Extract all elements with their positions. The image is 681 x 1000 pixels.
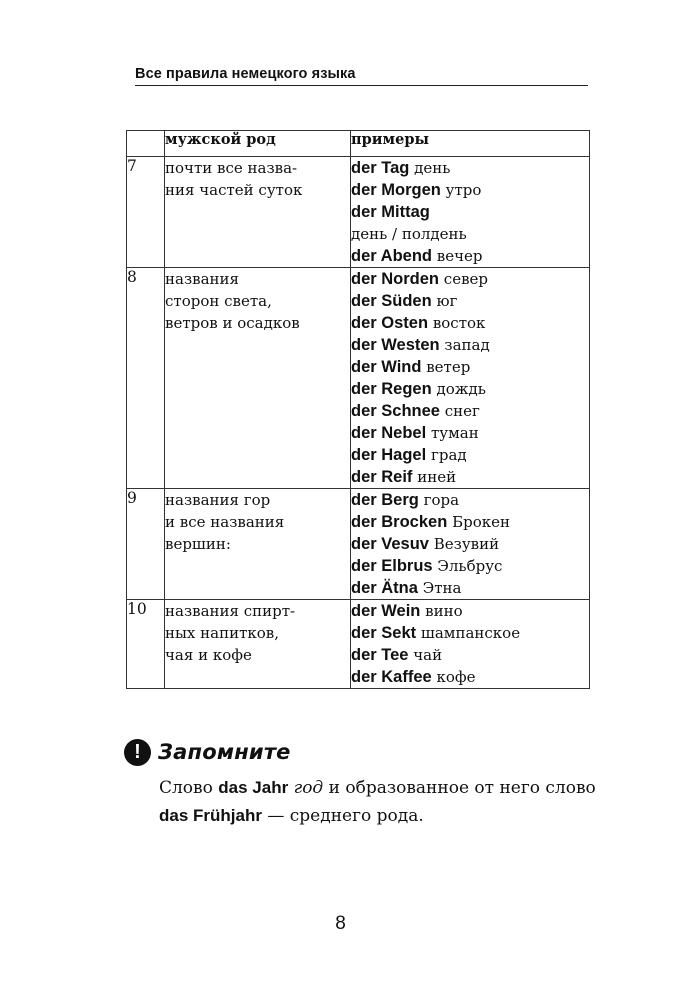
translation: юг <box>436 292 458 310</box>
example-line <box>351 157 589 179</box>
german-word: der Süden <box>351 292 432 310</box>
rule-category <box>165 157 351 268</box>
table-row <box>127 157 590 268</box>
rule-category <box>165 268 351 489</box>
translation: север <box>443 270 488 288</box>
example-line <box>351 245 589 267</box>
german-word: der Nebel <box>351 424 427 442</box>
table-row <box>127 489 590 600</box>
example-line <box>351 644 589 666</box>
remember-heading <box>124 736 604 768</box>
translation: день / полдень <box>351 225 467 243</box>
german-word: der Elbrus <box>351 557 433 575</box>
example-line <box>351 378 589 400</box>
category-line: названия <box>165 270 239 288</box>
header-number <box>127 131 165 157</box>
example-line <box>351 223 589 245</box>
table-row <box>127 600 590 689</box>
translation: день <box>414 159 451 177</box>
german-word: der Reif <box>351 468 413 486</box>
german-word: der Tee <box>351 646 409 664</box>
example-line <box>351 356 589 378</box>
remember-text-part: и образованное от него слово <box>323 778 596 798</box>
german-word: der Norden <box>351 270 440 288</box>
german-word: das Frühjahr <box>159 806 262 825</box>
rule-examples <box>351 157 590 268</box>
rule-number: 9 <box>127 489 165 600</box>
example-line <box>351 334 589 356</box>
example-line <box>351 555 589 577</box>
german-word: der Berg <box>351 491 419 509</box>
translation: гора <box>423 491 460 509</box>
german-word: der Brocken <box>351 513 448 531</box>
example-line <box>351 466 589 488</box>
german-word: der Wind <box>351 358 422 376</box>
rule-examples <box>351 489 590 600</box>
remember-text <box>159 774 604 830</box>
german-word: der Tag <box>351 159 410 177</box>
translation: дождь <box>436 380 486 398</box>
translation: Эльбрус <box>437 557 503 575</box>
example-line <box>351 179 589 201</box>
rule-number: 8 <box>127 268 165 489</box>
rule-examples <box>351 600 590 689</box>
remember-title: Запомните <box>158 740 291 764</box>
german-word: der Sekt <box>351 624 417 642</box>
translation: кофе <box>436 668 476 686</box>
category-line: ветров и осадков <box>165 314 300 332</box>
translation: год <box>293 778 324 798</box>
rule-number: 7 <box>127 157 165 268</box>
example-line <box>351 201 589 223</box>
example-line <box>351 622 589 644</box>
category-line: ных напитков, <box>165 624 280 642</box>
running-header: Все правила немецкого языка <box>135 66 588 86</box>
translation: Этна <box>422 579 462 597</box>
example-line <box>351 422 589 444</box>
example-line <box>351 290 589 312</box>
rule-category <box>165 489 351 600</box>
german-word: der Vesuv <box>351 535 429 553</box>
translation: утро <box>445 181 482 199</box>
translation: шампанское <box>420 624 521 642</box>
german-word: der Westen <box>351 336 440 354</box>
translation: вино <box>425 602 463 620</box>
translation: Везувий <box>433 535 500 553</box>
german-word: der Wein <box>351 602 421 620</box>
category-line: сторон света, <box>165 292 272 310</box>
german-word: das Jahr <box>218 778 289 797</box>
example-line <box>351 600 589 622</box>
german-word: der Ätna <box>351 579 418 597</box>
header-category: мужской род <box>165 131 351 157</box>
german-word: der Osten <box>351 314 429 332</box>
translation: иней <box>417 468 457 486</box>
example-line <box>351 666 589 688</box>
category-line: названия гор <box>165 491 271 509</box>
german-word: der Abend <box>351 247 432 265</box>
category-line: названия спирт- <box>165 602 296 620</box>
german-word: der Regen <box>351 380 432 398</box>
translation: снег <box>444 402 480 420</box>
table-body <box>127 157 590 689</box>
exclamation-icon: ! <box>124 739 151 766</box>
example-line <box>351 533 589 555</box>
category-line: и все названия <box>165 513 285 531</box>
german-word: der Schnee <box>351 402 440 420</box>
example-line <box>351 312 589 334</box>
category-line: вершин: <box>165 535 231 553</box>
example-line <box>351 577 589 599</box>
german-word: der Kaffee <box>351 668 432 686</box>
german-word: der Hagel <box>351 446 427 464</box>
translation: вечер <box>436 247 483 265</box>
table-row <box>127 268 590 489</box>
rule-number: 10 <box>127 600 165 689</box>
remember-box <box>124 736 604 830</box>
translation: запад <box>444 336 490 354</box>
rule-category <box>165 600 351 689</box>
translation: туман <box>430 424 479 442</box>
gender-rules-table <box>126 130 590 689</box>
german-word: der Mittag <box>351 203 430 221</box>
rule-examples <box>351 268 590 489</box>
table-header-row <box>127 131 590 157</box>
translation: град <box>430 446 467 464</box>
example-line <box>351 511 589 533</box>
translation: ветер <box>426 358 471 376</box>
category-line: ния частей суток <box>165 181 303 199</box>
translation: чай <box>413 646 443 664</box>
example-line <box>351 489 589 511</box>
translation: Брокен <box>452 513 510 531</box>
header-examples: примеры <box>351 131 590 157</box>
example-line <box>351 268 589 290</box>
example-line <box>351 444 589 466</box>
category-line: чая и кофе <box>165 646 252 664</box>
german-word: der Morgen <box>351 181 441 199</box>
category-line: почти все назва- <box>165 159 298 177</box>
remember-text-part: — среднего рода. <box>261 806 424 826</box>
page-number: 8 <box>335 913 346 934</box>
translation: восток <box>432 314 486 332</box>
example-line <box>351 400 589 422</box>
remember-text-part: Слово <box>159 778 219 798</box>
